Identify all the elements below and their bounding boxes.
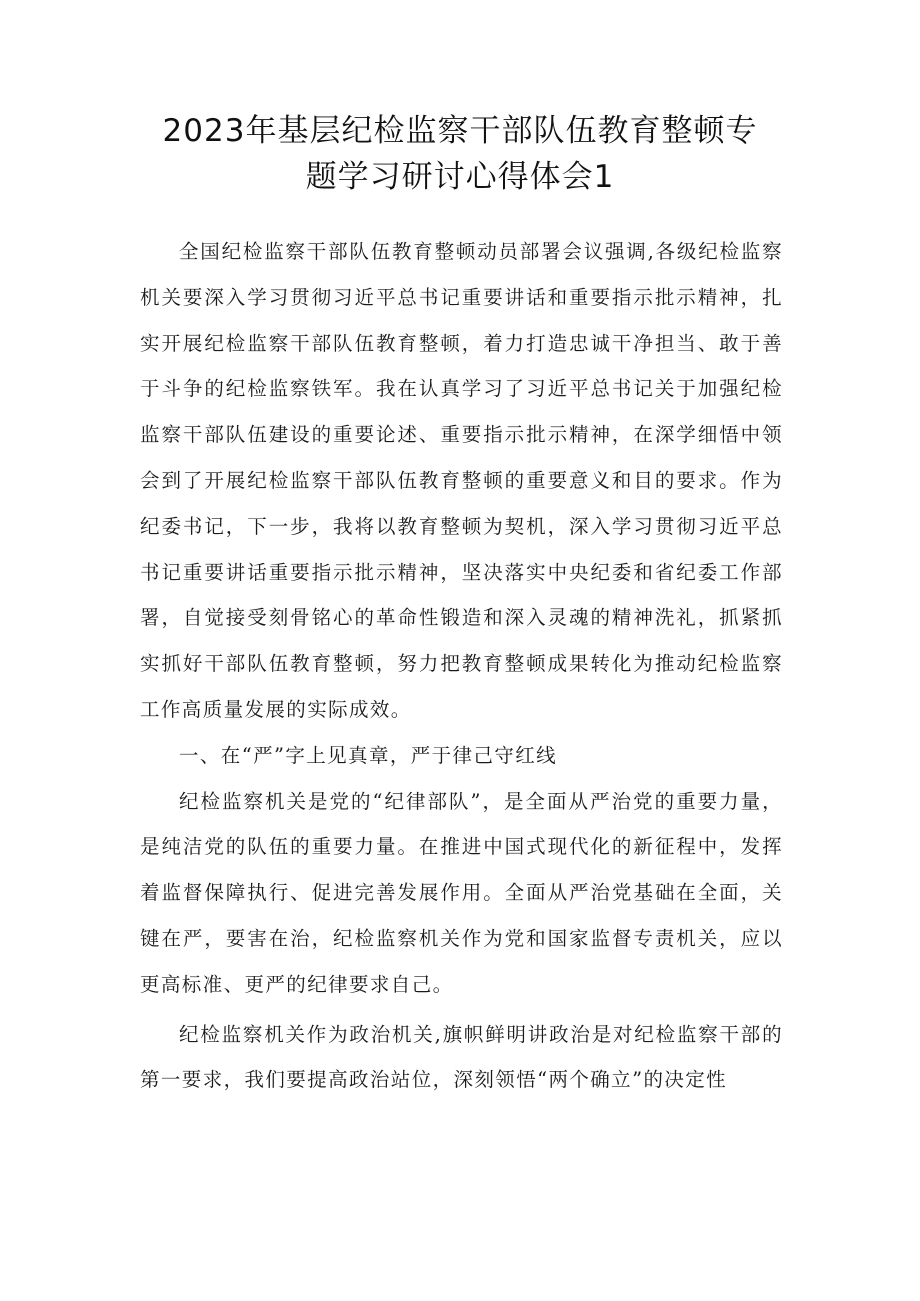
intro-paragraph: 全国纪检监察干部队伍教育整顿动员部署会议强调,各级纪检监察机关要深入学习贯彻习近平总书记重要讲话和重要指示批示精神，扎实开展纪检监察干部队伍教育整顿，着力打造忠诚干净担当、敢于善于斗争的纪检监察铁军。我在认真学习了习近平总书记关于加强纪检监察干部队伍建设的重要论述、重要指示批示精神，在深学细悟中领会到了开展纪检监察干部队伍教育整顿的重要意义和目的要求。作为纪委书记，下一步，我将以教育整顿为契机，深入学习贯彻习近平总书记重要讲话重要指示批示精神，坚决落实中央纪委和省纪委工作部署，自觉接受刻骨铭心的革命性锻造和深入灵魂的精神洗礼，抓紧抓实抓好干部队伍教育整顿，努力把教育整顿成果转化为推动纪检监察工作高质量发展的实际成效。 xyxy=(140,240,783,721)
section-heading: 一、在“严”字上见真章，严于律己守红线 xyxy=(179,743,558,767)
title-line-2: 题学习研讨心得体会1 xyxy=(305,159,615,195)
title-line-1: 2023年基层纪检监察干部队伍教育整顿专 xyxy=(162,113,758,149)
document-body xyxy=(140,229,783,1103)
document-title xyxy=(140,108,780,200)
section-paragraph-2: 纪检监察机关作为政治机关,旗帜鲜明讲政治是对纪检监察干部的第一要求，我们要提高政治站位，深刻领悟“两个确立”的决定性 xyxy=(140,1022,783,1092)
section-paragraph-1: 纪检监察机关是党的“纪律部队”，是全面从严治党的重要力量，是纯洁党的队伍的重要力量。在推进中国式现代化的新征程中，发挥着监督保障执行、促进完善发展作用。全面从严治党基础在全面，关键在严，要害在治，纪检监察机关作为党和国家监督专责机关，应以更高标准、更严的纪律要求自己。 xyxy=(140,789,783,996)
